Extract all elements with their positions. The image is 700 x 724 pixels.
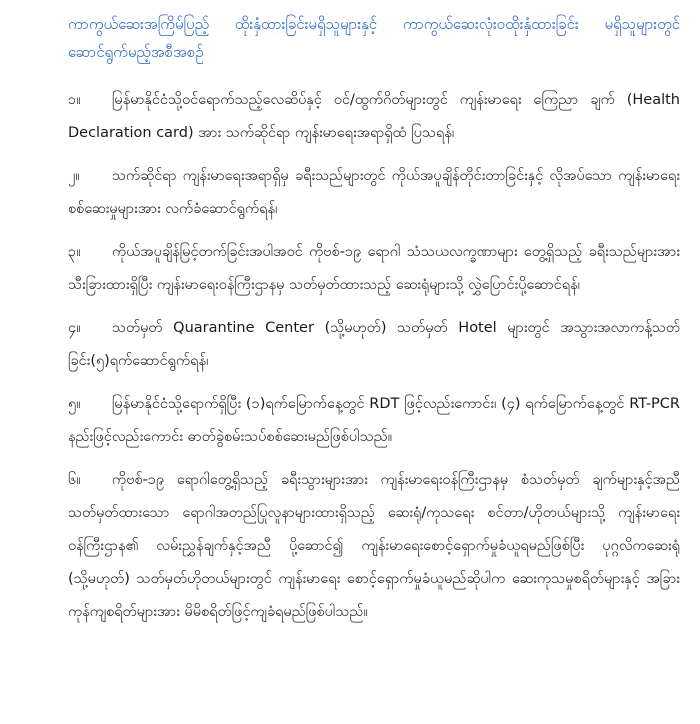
list-item: [68, 388, 680, 454]
item-number: ၄။: [68, 320, 81, 336]
item-text: မြန်မာနိုင်ငံသို့ဝင်ရောက်သည့်လေဆိပ်နှင့် ဝင်/ထွက်ဂိတ်များတွင် ကျန်းမာရေး ကြေညာ ချက် (Health Declaration card) အား သက်ဆိုင်ရာ ကျန်းမာရေးအရာရှိထံ ပြသရန်၊: [68, 92, 680, 141]
item-text: သက်ဆိုင်ရာ ကျန်းမာရေးအရာရှိမှ ခရီးသည်များတွင် ကိုယ်အပူချိန်တိုင်းတာခြင်းနှင့် လိုအပ်သော ကျန်းမာရေးစစ်ဆေးမှုများအား လက်ခံဆောင်ရွက်ရန်၊: [68, 168, 680, 217]
item-number: ၂။: [68, 168, 80, 184]
item-number: ၅။: [68, 396, 81, 412]
item-number: ၆။: [68, 472, 81, 488]
item-number: ၃။: [68, 244, 81, 260]
item-text: သတ်မှတ် Quarantine Center (သို့မဟုတ်) သတ်မှတ် Hotel များတွင် အသွားအလာကန့်သတ်ခြင်း(၅)ရက်ဆောင်ရွက်ရန်၊: [68, 320, 680, 369]
list-item: [68, 160, 680, 226]
item-number: ၁။: [68, 92, 81, 108]
requirements-list: [68, 84, 680, 639]
list-item: [68, 312, 680, 378]
list-item: [68, 84, 680, 150]
list-item: [68, 464, 680, 629]
document-heading: ကာကွယ်ဆေးအကြိမ်ပြည့် ထိုးနှံထားခြင်းမရှိသူများနှင့် ကာကွယ်ဆေးလုံးဝထိုးနှံထားခြင်း မရှိသူများတွင် ဆောင်ရွက်မည့်အစီအစဉ်: [68, 15, 680, 61]
item-text: မြန်မာနိုင်ငံသို့ရောက်ရှိပြီး (၁)ရက်မြောက်နေ့တွင် RDT ဖြင့်လည်းကောင်း၊ (၄) ရက်မြောက်နေ့တွင် RT-PCR နည်းဖြင့်လည်းကောင်း ဓာတ်ခွဲစမ်းသပ်စစ်ဆေးမည်ဖြစ်ပါသည်။: [68, 396, 680, 445]
item-text: ကိုဗစ်-၁၉ ရောဂါတွေ့ရှိသည့် ခရီးသွားများအား ကျန်းမာရေးဝန်ကြီးဌာနမှ စံသတ်မှတ် ချက်များနှင့်အညီသတ်မှတ်ထားသော ရောဂါအတည်ပြုလူနာများထားရှိသည့် ဆေးရုံ/ကုသရေး စင်တာ/ဟိုတယ်များသို့ ကျန်းမာရေးဝန်ကြီးဌာန၏ လမ်းညွှန်ချက်နှင့်အညီ ပို့ဆောင်၍ ကျန်းမာရေးစောင့်ရှောက်မှုခံယူရမည်ဖြစ်ပြီး ပုဂ္ဂလိကဆေးရုံ (သို့မဟုတ်) သတ်မှတ်ဟိုတယ်များတွင် ကျန်းမာရေး စောင့်ရှောက်မှုခံယူမည်ဆိုပါက ဆေးကုသမှုစရိတ်များနှင့် အခြားကုန်ကျစရိတ်များအား မိမိစရိတ်ဖြင့်ကျခံရမည်ဖြစ်ပါသည်။: [68, 472, 680, 620]
list-item: [68, 236, 680, 302]
item-text: ကိုယ်အပူချိန်မြင့်တက်ခြင်းအပါအဝင် ကိုဗစ်-၁၉ ရောဂါ သံသယလက္ခဏာများ တွေ့ရှိသည့် ခရီးသည်များအား သီးခြားထားရှိပြီး ကျန်းမာရေးဝန်ကြီးဌာနမှ သတ်မှတ်ထားသည့် ဆေးရုံများသို့ လွှဲပြောင်းပို့ဆောင်ရန်၊: [68, 244, 680, 293]
